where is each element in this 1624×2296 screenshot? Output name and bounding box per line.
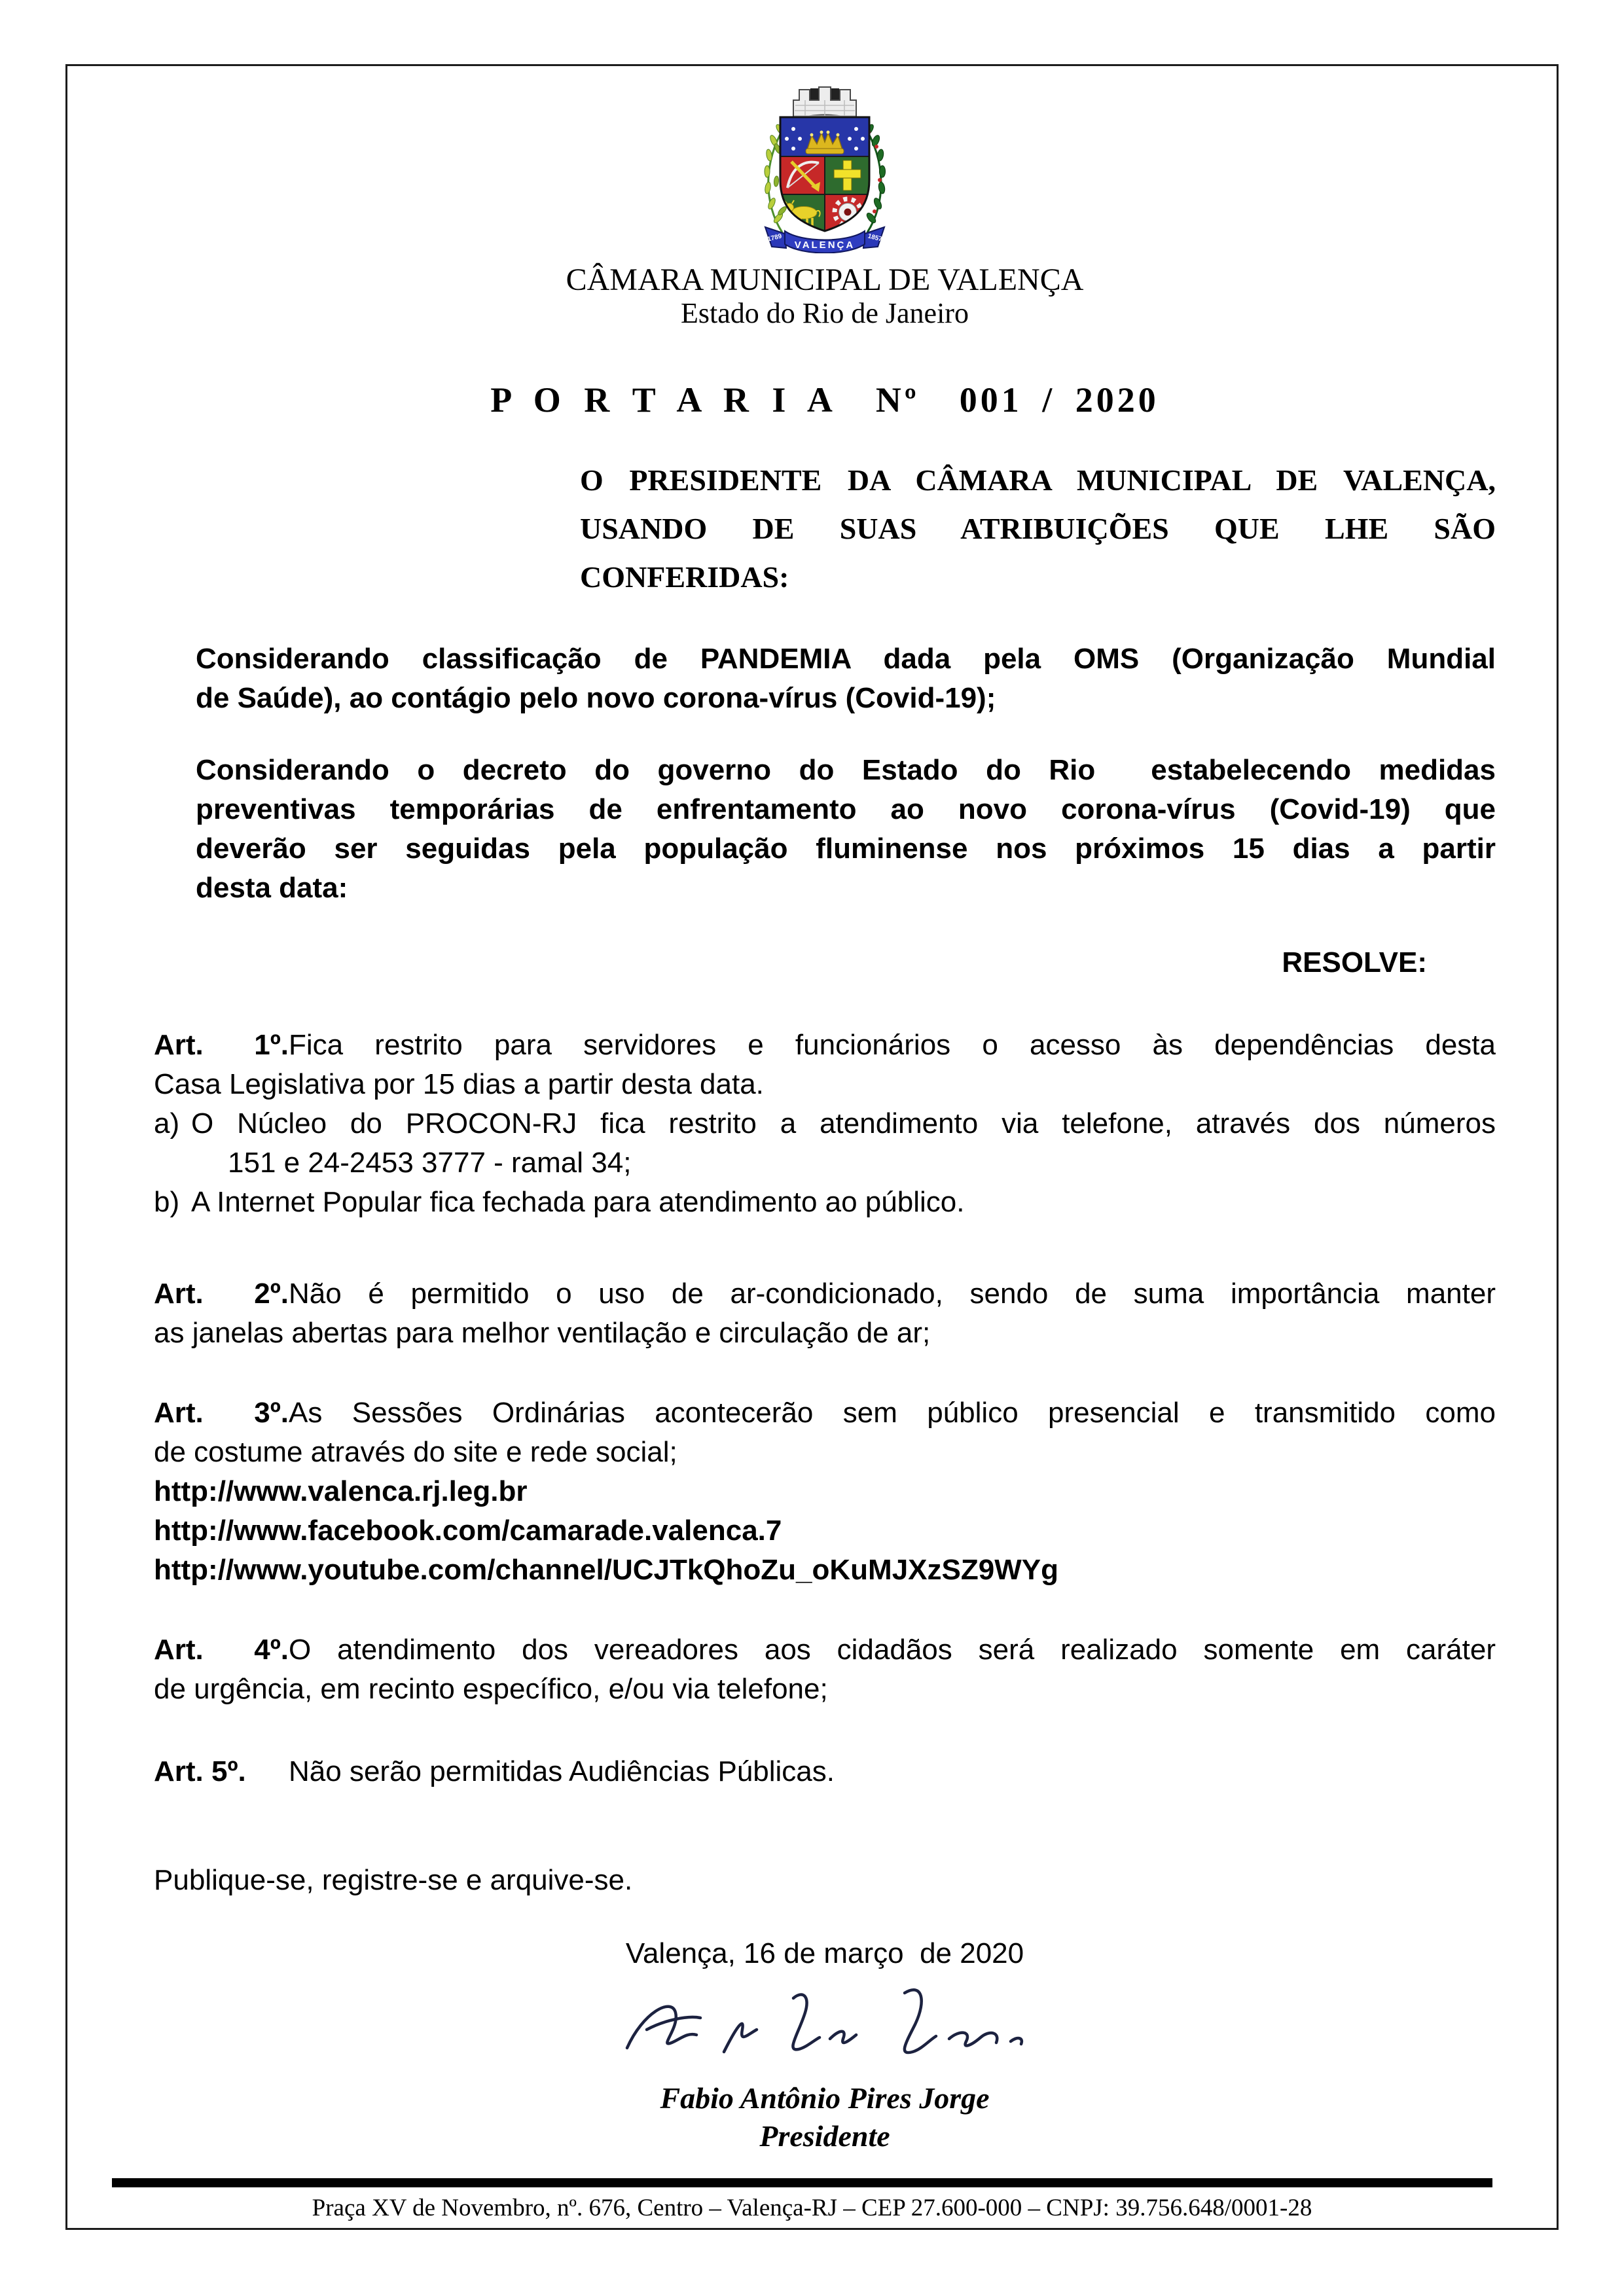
ribbon-year-right: 1857 — [867, 232, 883, 243]
considerando-line: desta data: — [196, 872, 348, 904]
article-text: Não serão permitidas Audiências Públicas. — [289, 1755, 835, 1787]
ribbon-year-left: 1789 — [767, 232, 783, 243]
article-text: Não é permitido o uso de ar-condicionado, sendo de suma importância manter — [289, 1278, 1496, 1310]
considerando-line: deverão ser seguidas pela população fluminense nos próximos 15 dias a partir — [196, 833, 1496, 865]
article-text: As Sessões Ordinárias acontecerão sem público presencial e transmitido como — [289, 1397, 1496, 1429]
article-label: Art. 4º. — [154, 1634, 289, 1666]
resolve-heading: RESOLVE: — [1282, 946, 1427, 978]
article-4 — [154, 1630, 1496, 1709]
item-text: A Internet Popular fica fechada para atendimento ao público. — [191, 1186, 965, 1218]
article-line — [154, 1274, 1496, 1314]
article-line — [154, 1752, 1496, 1791]
preamble-line: USANDO DE SUAS ATRIBUIÇÕES QUE LHE SÃO — [580, 512, 1496, 545]
org-name: CÂMARA MUNICIPAL DE VALENÇA — [566, 262, 1084, 297]
doc-title: P O R T A R I A Nº 001 / 2020 — [490, 380, 1159, 420]
preamble-line: CONFERIDAS: — [580, 560, 789, 594]
article-line — [154, 1026, 1496, 1065]
shield — [780, 117, 869, 231]
signature-block — [154, 1981, 1496, 2155]
signatory-name: Fabio Antônio Pires Jorge — [660, 2081, 990, 2115]
facebook-url: http://www.facebook.com/camarade.valenca.7 — [154, 1515, 782, 1547]
item-text: O Núcleo do PROCON-RJ fica restrito a atendimento via telefone, através dos números — [191, 1107, 1496, 1139]
article-label: Art. 2º. — [154, 1278, 289, 1310]
article-line — [154, 1393, 1496, 1433]
dateline: Valença, 16 de março de 2020 — [625, 1937, 1024, 1969]
youtube-url: http://www.youtube.com/channel/UCJTkQhoZu_oKuMJXzSZ9WYg — [154, 1554, 1058, 1586]
considerando-line: Considerando classificação de PANDEMIA dada pela OMS (Organização Mundial — [196, 643, 1496, 675]
considerando-line: Considerando o decreto do governo do Estado do Rio estabelecendo medidas — [196, 754, 1496, 786]
preamble — [580, 456, 1496, 601]
footer-address: Praça XV de Novembro, nº. 676, Centro – Valença-RJ – CEP 27.600-000 – CNPJ: 39.756.648/0001-28 — [312, 2195, 1312, 2221]
site-url: http://www.valenca.rj.leg.br — [154, 1475, 528, 1507]
article-line: de costume através do site e rede social; — [154, 1436, 677, 1468]
coat-of-arms — [756, 83, 893, 253]
article-5 — [154, 1752, 1496, 1791]
article-item-a — [154, 1104, 1496, 1143]
closing-line: Publique-se, registre-se e arquive-se. — [154, 1864, 633, 1896]
page-footer — [67, 2178, 1557, 2223]
considerando-line: preventivas temporárias de enfrentamento ao novo corona-vírus (Covid-19) que — [196, 793, 1496, 825]
article-1 — [154, 1026, 1496, 1222]
article-line: Casa Legislativa por 15 dias a partir desta data. — [154, 1068, 764, 1100]
considerando-line: de Saúde), ao contágio pelo novo corona-vírus (Covid-19); — [196, 682, 996, 714]
mural-crown — [793, 87, 856, 120]
preamble-line: O PRESIDENTE DA CÂMARA MUNICIPAL DE VALENÇA, — [580, 463, 1496, 497]
article-label: Art. 1º. — [154, 1029, 289, 1061]
article-line: de urgência, em recinto específico, e/ou via telefone; — [154, 1673, 828, 1705]
signatory-role: Presidente — [759, 2119, 890, 2153]
ribbon-city-name: VALENÇA — [794, 240, 856, 251]
article-text: O atendimento dos vereadores aos cidadãos será realizado somente em caráter — [289, 1634, 1496, 1666]
considerando-paragraph-1 — [196, 639, 1496, 718]
item-marker: b) — [154, 1186, 180, 1218]
article-text: Fica restrito para servidores e funcionários o acesso às dependências desta — [289, 1029, 1496, 1061]
article-item-b — [154, 1183, 1496, 1222]
considerando-paragraph-2 — [196, 751, 1496, 908]
document-frame — [65, 64, 1559, 2230]
org-state: Estado do Rio de Janeiro — [681, 297, 969, 329]
article-item-a-continuation: 151 e 24-2453 3777 - ramal 34; — [228, 1147, 632, 1179]
article-line — [154, 1630, 1496, 1670]
article-label: Art. 3º. — [154, 1397, 289, 1429]
item-marker: a) — [154, 1107, 180, 1139]
article-label: Art. 5º. — [154, 1755, 246, 1787]
document-body — [67, 66, 1557, 2228]
article-line: as janelas abertas para melhor ventilação e circulação de ar; — [154, 1317, 931, 1349]
signature-image — [609, 1981, 1041, 2079]
article-3 — [154, 1393, 1496, 1590]
article-2 — [154, 1274, 1496, 1353]
footer-rule — [112, 2178, 1492, 2187]
